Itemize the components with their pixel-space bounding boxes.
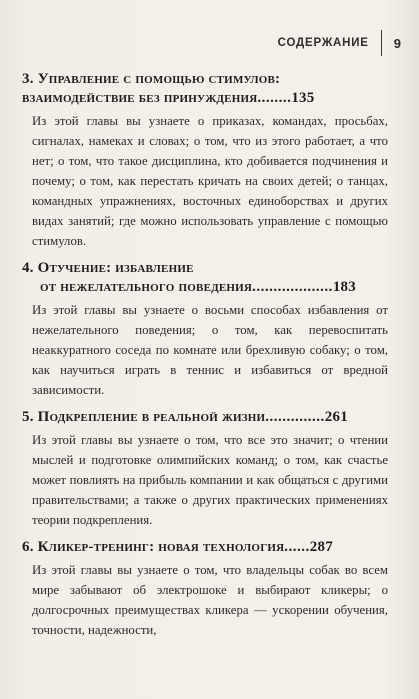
chapter-title-line-1: 4. Отучение: избавление (22, 260, 194, 276)
chapter-summary: Из этой главы вы узнаете о том, что владельцы собак во всем мире забывают об электрошоке и выбирают кликеры; о долгосрочных преимуществах кликера — ускорении обучения, точности, надежности, (32, 563, 388, 637)
chapter-title-text: от нежелательного поведения (40, 279, 253, 295)
toc-entry (22, 70, 388, 251)
toc-entry (22, 259, 388, 400)
running-title: СОДЕРЖАНИЕ (277, 37, 369, 49)
chapter-title-text: 6. Кликер-тренинг: новая технология (22, 539, 285, 555)
chapter-title-text: 5. Подкрепление в реальной жизни (22, 409, 266, 425)
chapter-page-ref: 261 (324, 409, 348, 425)
chapter-summary: Из этой главы вы узнаете о восьми способах избавления от нежелательного поведения; о том, как перевоспитать неаккуратного соседа по комнате или брехливую собаку; о том, как научиться играть в теннис и избавиться от вредной зависимости. (32, 303, 388, 397)
leader-dots: ...... (284, 539, 310, 555)
page-number: 9 (393, 35, 401, 51)
chapter-title-text: взаимодействие без принуждения (22, 90, 258, 106)
page-header (278, 30, 401, 56)
leader-dots: .............. (265, 409, 325, 425)
toc-entry (22, 408, 388, 530)
chapter-title-line-2 (22, 89, 388, 108)
chapter-page-ref: 183 (332, 279, 356, 295)
leader-dots: ........ (257, 90, 292, 106)
chapter-heading (22, 259, 388, 297)
toc-entry (22, 538, 388, 640)
header-divider (381, 30, 382, 56)
chapter-page-ref: 135 (291, 90, 315, 106)
chapter-title-line-1: 3. Управление с помощью стимулов: (22, 71, 281, 87)
chapter-heading (22, 408, 388, 427)
chapter-summary: Из этой главы вы узнаете о приказах, командах, просьбах, сигналах, намеках и словах; о том, что из этого работает, а что нет; о том, что такое дисциплина, кто добивается подчинения и почему; о том, как перестать кричать на своих детей; о танцах, командных упражнениях, восточных единоборствах и других видах занятий; где можно использовать управление с помощью стимулов. (32, 114, 388, 248)
leader-dots: ................... (252, 279, 333, 295)
chapter-heading (22, 70, 388, 108)
chapter-title-line-1 (22, 408, 388, 427)
table-of-contents (22, 70, 388, 648)
chapter-page-ref: 287 (309, 539, 333, 555)
chapter-title-line-1 (22, 538, 388, 557)
chapter-title-line-2 (22, 278, 388, 297)
chapter-heading (22, 538, 388, 557)
chapter-summary: Из этой главы вы узнаете о том, что все это значит; о чтении мыслей и подготовке олимпийских команд; о том, как счастье может повлиять на прибыль компании и как общаться с другими правительствами; а также о других практических применениях теории подкрепления. (32, 433, 388, 527)
